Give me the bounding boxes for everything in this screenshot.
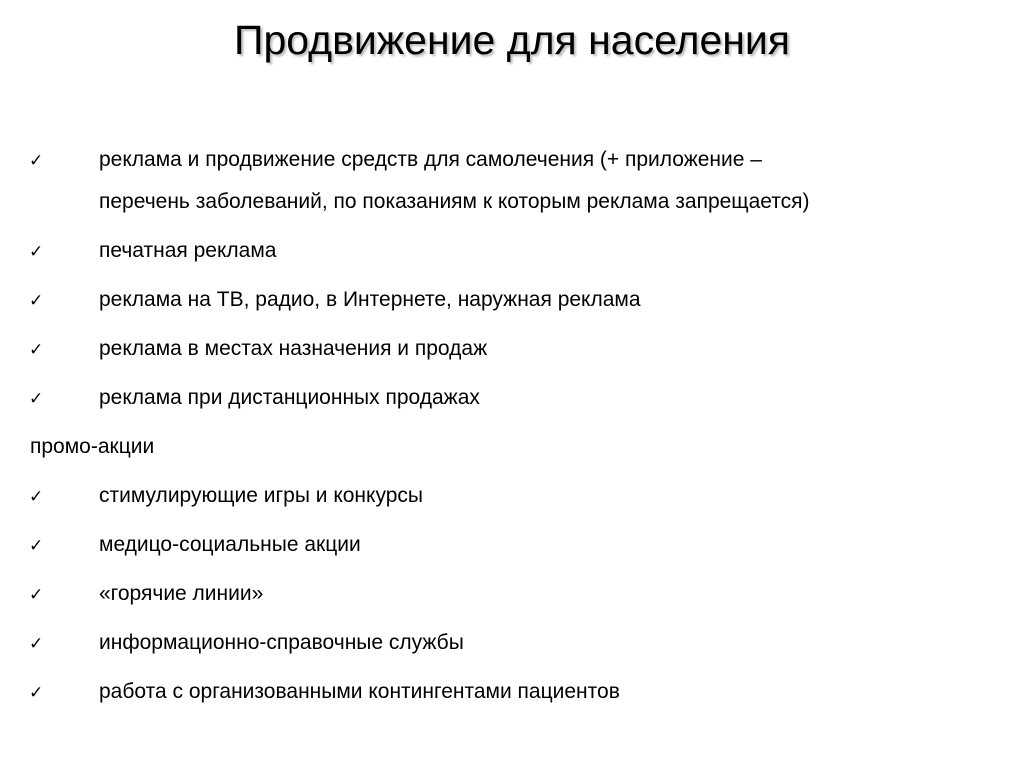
checkmark-icon: ✓ (29, 634, 44, 654)
checkmark-icon: ✓ (29, 536, 44, 556)
list-item-text: стимулирующие игры и конкурсы (99, 484, 423, 507)
list-item-text: печатная реклама (99, 239, 277, 262)
checkmark-icon: ✓ (29, 242, 44, 262)
checkmark-icon: ✓ (29, 487, 44, 507)
list-item-text: «горячие линии» (99, 582, 264, 605)
slide-title: Продвижение для населения (233, 17, 791, 63)
list-item-text: реклама и продвижение средств для самолечения (+ приложение – (99, 148, 762, 171)
list-item-text: медицо-социальные акции (99, 533, 361, 556)
list-item-text: реклама при дистанционных продажах (99, 386, 480, 409)
checkmark-icon: ✓ (29, 683, 44, 703)
list-item-text: реклама на ТВ, радио, в Интернете, наружная реклама (99, 288, 641, 311)
checkmark-icon: ✓ (29, 585, 44, 605)
checkmark-icon: ✓ (29, 151, 44, 171)
list-item-text: реклама в местах назначения и продаж (99, 337, 488, 360)
checkmark-icon: ✓ (29, 340, 44, 360)
checkmark-icon: ✓ (29, 389, 44, 409)
list-item-text-continuation: перечень заболеваний, по показаниям к которым реклама запрещается) (99, 190, 810, 213)
list-item-text: информационно-справочные службы (99, 631, 464, 654)
list-item-text: работа с организованными контингентами пациентов (99, 680, 620, 703)
checkmark-icon: ✓ (29, 291, 44, 311)
list-heading-text: промо-акции (30, 435, 155, 458)
